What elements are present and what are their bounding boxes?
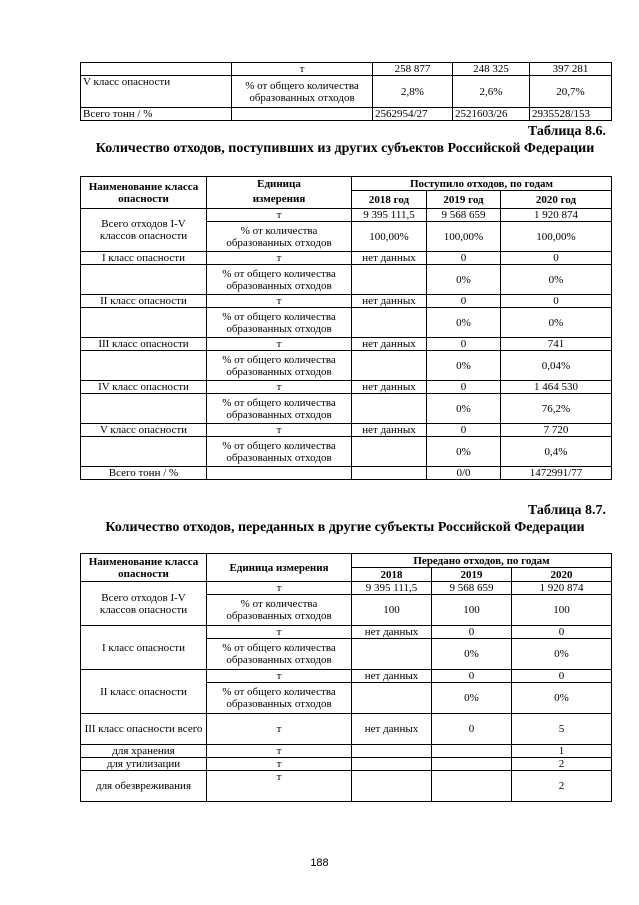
header-unit-top: Единица [207, 177, 352, 191]
class-name-cell: V класс опасности [81, 424, 207, 437]
cell: 0,4% [501, 437, 612, 467]
cell: нет данных [352, 670, 432, 683]
table-number: Таблица 8.6. [527, 124, 606, 139]
cell: 0 [427, 381, 501, 394]
cell: 1 920 874 [512, 582, 612, 595]
cell: нет данных [352, 252, 427, 265]
cell: нет данных [352, 381, 427, 394]
cell: т [207, 626, 352, 639]
cell: 9 568 659 [432, 582, 512, 595]
subrow-label: для хранения [81, 745, 207, 758]
cell: % от общего количества образованных отходов [207, 394, 352, 424]
cell: 0 [512, 626, 612, 639]
class-name-cell: IV класс опасности [81, 381, 207, 394]
table-row [81, 758, 612, 771]
class-name-cell: V класс опасности [81, 76, 232, 108]
cell: % от общего количества образованных отходов [232, 76, 373, 108]
header-year: 2020 [512, 568, 612, 582]
cell: т [207, 582, 352, 595]
cell: т [207, 714, 352, 745]
cell: 2521603/26 [453, 108, 530, 121]
cell: 0 [432, 670, 512, 683]
cell: 0% [432, 639, 512, 670]
cell: % от общего количества образованных отходов [207, 683, 352, 714]
cell: 0 [427, 295, 501, 308]
table-row [81, 626, 612, 639]
table-row [81, 467, 612, 480]
cell [352, 308, 427, 338]
cell: 0 [501, 252, 612, 265]
cell: 1472991/77 [501, 467, 612, 480]
header-group: Поступило отходов, по годам [352, 177, 612, 191]
cell [432, 771, 512, 802]
header-class-name: Наименование класса опасности [81, 177, 207, 209]
cell: 2 [512, 758, 612, 771]
cell: нет данных [352, 714, 432, 745]
class-name-cell: II класс опасности [81, 670, 207, 714]
cell: т [207, 745, 352, 758]
class-name-cell: III класс опасности всего [81, 714, 207, 745]
cell [432, 758, 512, 771]
cell [81, 308, 207, 338]
table-row [81, 209, 612, 222]
header-group: Передано отходов, по годам [352, 554, 612, 568]
cell: 741 [501, 338, 612, 351]
cell [81, 394, 207, 424]
table-8-6 [80, 176, 612, 480]
cell [81, 437, 207, 467]
cell: 2,8% [373, 76, 453, 108]
cell: 2,6% [453, 76, 530, 108]
cell: 0 [501, 295, 612, 308]
cell: 1 464 530 [501, 381, 612, 394]
table-row [81, 394, 612, 424]
cell: 0 [432, 626, 512, 639]
page-number: 188 [310, 857, 329, 869]
table-row [81, 351, 612, 381]
cell [432, 745, 512, 758]
cell: % от общего количества образованных отходов [207, 639, 352, 670]
header-year: 2019 год [427, 191, 501, 209]
total-label-cell: Всего тонн / % [81, 467, 207, 480]
table-8-7 [80, 553, 612, 802]
cell: 0 [432, 714, 512, 745]
cell: 100,00% [501, 222, 612, 252]
cell: 0% [501, 308, 612, 338]
table-row [81, 437, 612, 467]
header-year: 2020 год [501, 191, 612, 209]
table-row [81, 295, 612, 308]
header-year: 2018 год [352, 191, 427, 209]
cell: 20,7% [530, 76, 612, 108]
cell: т [207, 758, 352, 771]
table-row [81, 308, 612, 338]
cell: 2562954/27 [373, 108, 453, 121]
cell: % от общего количества образованных отходов [207, 351, 352, 381]
cell: т [207, 338, 352, 351]
cell: % от общего количества образованных отходов [207, 308, 352, 338]
table-row [81, 381, 612, 394]
cell: 0% [427, 394, 501, 424]
continued-table [80, 62, 612, 121]
cell: 0% [427, 437, 501, 467]
cell: 9 568 659 [427, 209, 501, 222]
cell [352, 683, 432, 714]
cell [352, 437, 427, 467]
cell [352, 745, 432, 758]
cell: т [207, 295, 352, 308]
cell: нет данных [352, 626, 432, 639]
cell: 397 281 [530, 63, 612, 76]
table-row [81, 108, 612, 121]
cell [207, 467, 352, 480]
cell [81, 63, 232, 76]
cell [352, 639, 432, 670]
total-label-cell: Всего тонн / % [81, 108, 232, 121]
cell: 2 [512, 771, 612, 802]
cell: 248 325 [453, 63, 530, 76]
cell: % от общего количества образованных отходов [207, 437, 352, 467]
cell: % от количества образованных отходов [207, 222, 352, 252]
cell: 9 395 111,5 [352, 582, 432, 595]
cell: т [207, 209, 352, 222]
cell: 100,00% [352, 222, 427, 252]
table-row [81, 670, 612, 683]
header-row [81, 554, 612, 568]
cell: 0% [427, 351, 501, 381]
class-name-cell: III класс опасности [81, 338, 207, 351]
cell [352, 758, 432, 771]
cell [81, 265, 207, 295]
total-label-cell: Всего отходов I-V классов опасности [81, 209, 207, 252]
header-unit: Единица измерения [207, 554, 352, 582]
cell: 100 [512, 595, 612, 626]
table-row [81, 745, 612, 758]
table-row [81, 714, 612, 745]
table-row [81, 76, 612, 108]
cell: 0 [512, 670, 612, 683]
table-row [81, 338, 612, 351]
cell: 0% [432, 683, 512, 714]
subrow-label: для утилизации [81, 758, 207, 771]
cell: 100 [352, 595, 432, 626]
table-row [81, 265, 612, 295]
cell: 0 [427, 424, 501, 437]
header-year: 2019 [432, 568, 512, 582]
table-title: Количество отходов, поступивших из других субъектов Российской Федерации [95, 141, 595, 156]
table-row [81, 771, 612, 802]
cell: т [207, 771, 352, 802]
cell: % от количества образованных отходов [207, 595, 352, 626]
cell: 0% [512, 639, 612, 670]
cell [81, 351, 207, 381]
cell: 9 395 111,5 [352, 209, 427, 222]
table-row [81, 582, 612, 595]
class-name-cell: II класс опасности [81, 295, 207, 308]
cell: т [207, 381, 352, 394]
cell: 258 877 [373, 63, 453, 76]
header-year: 2018 [352, 568, 432, 582]
header-class-name: Наименование класса опасности [81, 554, 207, 582]
cell: 0% [512, 683, 612, 714]
table-number: Таблица 8.7. [527, 503, 606, 518]
cell: 100 [432, 595, 512, 626]
cell: 1 920 874 [501, 209, 612, 222]
cell [352, 265, 427, 295]
cell: 0% [427, 308, 501, 338]
cell: 0 [427, 252, 501, 265]
cell: т [207, 670, 352, 683]
cell: 0 [427, 338, 501, 351]
cell: т [232, 63, 373, 76]
cell [352, 351, 427, 381]
cell: т [207, 252, 352, 265]
table-row [81, 252, 612, 265]
cell [352, 467, 427, 480]
table-row [81, 424, 612, 437]
cell: 1 [512, 745, 612, 758]
cell [232, 108, 373, 121]
cell: 2935528/153 [530, 108, 612, 121]
cell: 7 720 [501, 424, 612, 437]
cell: нет данных [352, 295, 427, 308]
cell: 0% [501, 265, 612, 295]
table-row [81, 63, 612, 76]
header-row [81, 177, 612, 191]
cell: 100,00% [427, 222, 501, 252]
cell: 0/0 [427, 467, 501, 480]
cell: нет данных [352, 424, 427, 437]
cell: % от общего количества образованных отходов [207, 265, 352, 295]
header-unit-bottom: измерения [207, 191, 352, 209]
class-name-cell: I класс опасности [81, 252, 207, 265]
cell: 76,2% [501, 394, 612, 424]
cell [352, 771, 432, 802]
cell: 0,04% [501, 351, 612, 381]
total-label-cell: Всего отходов I-V классов опасности [81, 582, 207, 626]
subrow-label: для обезвреживания [81, 771, 207, 802]
cell [352, 394, 427, 424]
table-title: Количество отходов, переданных в другие субъекты Российской Федерации [105, 520, 585, 535]
cell: 0% [427, 265, 501, 295]
cell: нет данных [352, 338, 427, 351]
cell: т [207, 424, 352, 437]
cell: 5 [512, 714, 612, 745]
class-name-cell: I класс опасности [81, 626, 207, 670]
